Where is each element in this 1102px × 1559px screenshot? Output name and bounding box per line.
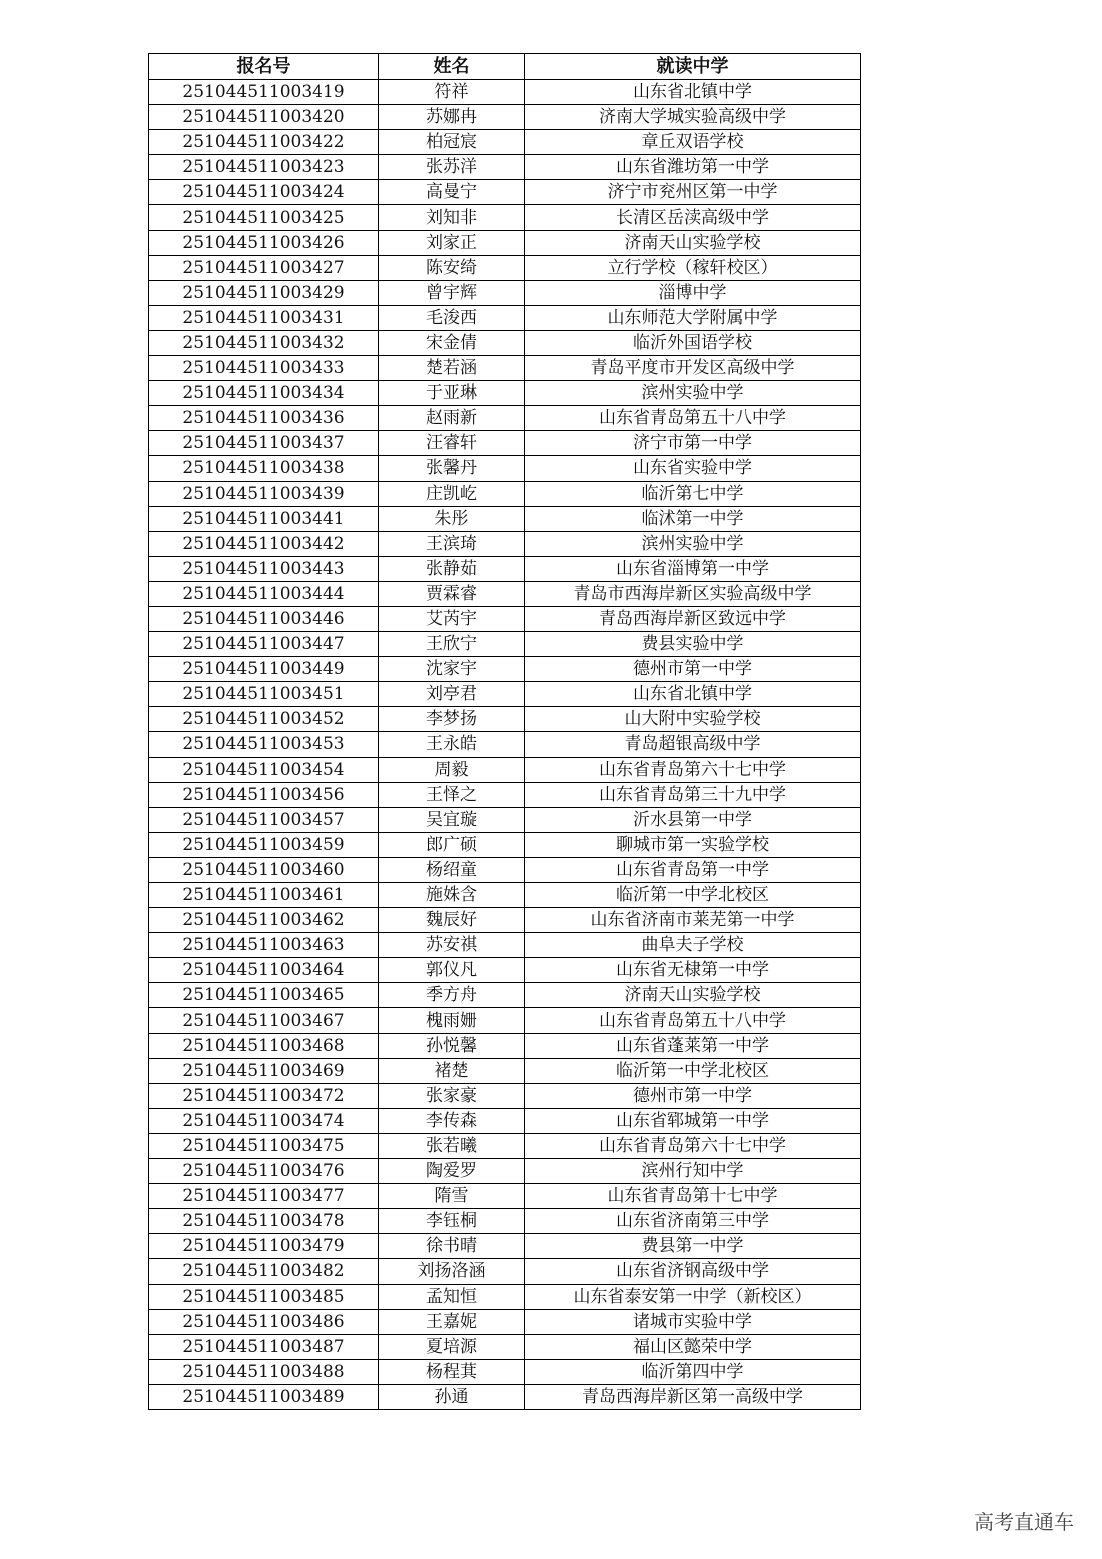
table-row (149, 155, 861, 180)
table-row (149, 657, 861, 682)
cell-registration-number: 251044511003425 (149, 205, 379, 230)
cell-registration-number: 251044511003432 (149, 330, 379, 355)
cell-school: 山东省蓬莱第一中学 (525, 1033, 861, 1058)
cell-school: 山东省北镇中学 (525, 682, 861, 707)
cell-name: 王怿之 (379, 782, 525, 807)
cell-registration-number: 251044511003431 (149, 305, 379, 330)
cell-registration-number: 251044511003449 (149, 657, 379, 682)
cell-name: 宋金倩 (379, 330, 525, 355)
cell-name: 杨绍童 (379, 857, 525, 882)
table-row (149, 431, 861, 456)
cell-name: 张苏洋 (379, 155, 525, 180)
cell-name: 李传森 (379, 1108, 525, 1133)
cell-school: 青岛西海岸新区第一高级中学 (525, 1384, 861, 1409)
table-row (149, 1008, 861, 1033)
cell-school: 山东省淄博第一中学 (525, 556, 861, 581)
cell-name: 季方舟 (379, 983, 525, 1008)
cell-name: 槐雨姗 (379, 1008, 525, 1033)
cell-school: 费县第一中学 (525, 1234, 861, 1259)
cell-name: 施姝含 (379, 883, 525, 908)
cell-school: 临沂第一中学北校区 (525, 883, 861, 908)
table-row (149, 682, 861, 707)
cell-school: 山东省郓城第一中学 (525, 1108, 861, 1133)
cell-name: 艾芮宇 (379, 606, 525, 631)
table-row (149, 807, 861, 832)
cell-school: 山东省济南市莱芜第一中学 (525, 908, 861, 933)
cell-school: 青岛西海岸新区致远中学 (525, 606, 861, 631)
cell-name: 高曼宁 (379, 180, 525, 205)
table-row (149, 506, 861, 531)
table-row (149, 1108, 861, 1133)
header-registration-number: 报名号 (149, 54, 379, 80)
cell-registration-number: 251044511003462 (149, 908, 379, 933)
cell-name: 杨程萁 (379, 1359, 525, 1384)
cell-name: 吴宜璇 (379, 807, 525, 832)
cell-name: 刘家正 (379, 230, 525, 255)
cell-registration-number: 251044511003485 (149, 1284, 379, 1309)
header-name: 姓名 (379, 54, 525, 80)
cell-name: 陶爱罗 (379, 1159, 525, 1184)
table-row (149, 1384, 861, 1409)
table-row (149, 280, 861, 305)
cell-registration-number: 251044511003427 (149, 255, 379, 280)
cell-name: 夏培源 (379, 1334, 525, 1359)
cell-registration-number: 251044511003464 (149, 958, 379, 983)
cell-name: 孙通 (379, 1384, 525, 1409)
table-row (149, 832, 861, 857)
cell-school: 山东省泰安第一中学（新校区） (525, 1284, 861, 1309)
table-row (149, 531, 861, 556)
cell-registration-number: 251044511003451 (149, 682, 379, 707)
cell-school: 德州市第一中学 (525, 657, 861, 682)
cell-school: 临沭第一中学 (525, 506, 861, 531)
cell-school: 山东省济钢高级中学 (525, 1259, 861, 1284)
cell-name: 周毅 (379, 757, 525, 782)
cell-registration-number: 251044511003441 (149, 506, 379, 531)
cell-name: 刘扬洛涵 (379, 1259, 525, 1284)
cell-school: 青岛超银高级中学 (525, 732, 861, 757)
table-row (149, 130, 861, 155)
cell-name: 孟知恒 (379, 1284, 525, 1309)
cell-registration-number: 251044511003420 (149, 105, 379, 130)
cell-name: 张若曦 (379, 1133, 525, 1158)
table-row (149, 356, 861, 381)
cell-school: 山东师范大学附属中学 (525, 305, 861, 330)
cell-school: 济宁市第一中学 (525, 431, 861, 456)
cell-name: 朱彤 (379, 506, 525, 531)
cell-school: 山东省济南第三中学 (525, 1209, 861, 1234)
cell-school: 滨州实验中学 (525, 531, 861, 556)
cell-name: 柏冠宸 (379, 130, 525, 155)
cell-registration-number: 251044511003453 (149, 732, 379, 757)
cell-school: 长清区岳渎高级中学 (525, 205, 861, 230)
cell-registration-number: 251044511003452 (149, 707, 379, 732)
table-row (149, 230, 861, 255)
cell-name: 王欣宁 (379, 632, 525, 657)
cell-name: 张馨丹 (379, 456, 525, 481)
cell-school: 山东省青岛第六十七中学 (525, 757, 861, 782)
cell-name: 于亚琳 (379, 381, 525, 406)
watermark: 高考直通车 (974, 1510, 1074, 1534)
cell-school: 聊城市第一实验学校 (525, 832, 861, 857)
cell-name: 郭仪凡 (379, 958, 525, 983)
cell-registration-number: 251044511003456 (149, 782, 379, 807)
cell-name: 褚楚 (379, 1058, 525, 1083)
cell-name: 魏辰好 (379, 908, 525, 933)
cell-registration-number: 251044511003469 (149, 1058, 379, 1083)
cell-registration-number: 251044511003454 (149, 757, 379, 782)
cell-school: 福山区懿荣中学 (525, 1334, 861, 1359)
cell-name: 楚若涵 (379, 356, 525, 381)
cell-name: 符祥 (379, 80, 525, 105)
cell-school: 德州市第一中学 (525, 1083, 861, 1108)
cell-registration-number: 251044511003446 (149, 606, 379, 631)
table-row (149, 782, 861, 807)
table-row (149, 80, 861, 105)
cell-school: 沂水县第一中学 (525, 807, 861, 832)
table-row (149, 556, 861, 581)
cell-registration-number: 251044511003486 (149, 1309, 379, 1334)
cell-name: 汪睿轩 (379, 431, 525, 456)
cell-registration-number: 251044511003447 (149, 632, 379, 657)
cell-school: 青岛市西海岸新区实验高级中学 (525, 581, 861, 606)
cell-school: 章丘双语学校 (525, 130, 861, 155)
cell-school: 山东省青岛第十七中学 (525, 1184, 861, 1209)
cell-name: 陈安绮 (379, 255, 525, 280)
cell-name: 曾宇辉 (379, 280, 525, 305)
table-row (149, 1209, 861, 1234)
cell-name: 苏娜冉 (379, 105, 525, 130)
cell-name: 贾霖睿 (379, 581, 525, 606)
cell-school: 青岛平度市开发区高级中学 (525, 356, 861, 381)
cell-school: 山大附中实验学校 (525, 707, 861, 732)
table-row (149, 1359, 861, 1384)
cell-registration-number: 251044511003444 (149, 581, 379, 606)
table-body (149, 80, 861, 1410)
cell-registration-number: 251044511003436 (149, 406, 379, 431)
cell-name: 张静茹 (379, 556, 525, 581)
cell-school: 山东省北镇中学 (525, 80, 861, 105)
cell-registration-number: 251044511003482 (149, 1259, 379, 1284)
cell-school: 山东省青岛第一中学 (525, 857, 861, 882)
cell-name: 赵雨新 (379, 406, 525, 431)
student-list-table-container (148, 53, 861, 1410)
cell-registration-number: 251044511003476 (149, 1159, 379, 1184)
cell-registration-number: 251044511003461 (149, 883, 379, 908)
table-row (149, 883, 861, 908)
table-row (149, 606, 861, 631)
cell-name: 孙悦馨 (379, 1033, 525, 1058)
cell-registration-number: 251044511003419 (149, 80, 379, 105)
cell-school: 济南大学城实验高级中学 (525, 105, 861, 130)
cell-name: 徐书晴 (379, 1234, 525, 1259)
cell-registration-number: 251044511003479 (149, 1234, 379, 1259)
table-row (149, 1309, 861, 1334)
cell-school: 临沂第七中学 (525, 481, 861, 506)
cell-name: 刘知非 (379, 205, 525, 230)
cell-registration-number: 251044511003433 (149, 356, 379, 381)
cell-name: 庄凯屹 (379, 481, 525, 506)
cell-registration-number: 251044511003489 (149, 1384, 379, 1409)
table-row (149, 1259, 861, 1284)
table-row (149, 330, 861, 355)
table-row (149, 1159, 861, 1184)
cell-school: 滨州实验中学 (525, 381, 861, 406)
cell-registration-number: 251044511003434 (149, 381, 379, 406)
cell-registration-number: 251044511003422 (149, 130, 379, 155)
cell-registration-number: 251044511003488 (149, 1359, 379, 1384)
cell-registration-number: 251044511003457 (149, 807, 379, 832)
cell-school: 山东省实验中学 (525, 456, 861, 481)
cell-school: 济南天山实验学校 (525, 230, 861, 255)
cell-registration-number: 251044511003424 (149, 180, 379, 205)
cell-name: 苏安祺 (379, 933, 525, 958)
table-row (149, 1058, 861, 1083)
table-row (149, 707, 861, 732)
header-school: 就读中学 (525, 54, 861, 80)
cell-registration-number: 251044511003442 (149, 531, 379, 556)
table-row (149, 180, 861, 205)
cell-registration-number: 251044511003437 (149, 431, 379, 456)
cell-name: 刘亭君 (379, 682, 525, 707)
table-row (149, 1133, 861, 1158)
cell-name: 王嘉妮 (379, 1309, 525, 1334)
cell-registration-number: 251044511003487 (149, 1334, 379, 1359)
cell-school: 济宁市兖州区第一中学 (525, 180, 861, 205)
cell-name: 郎广硕 (379, 832, 525, 857)
cell-school: 山东省青岛第五十八中学 (525, 1008, 861, 1033)
cell-name: 毛浚西 (379, 305, 525, 330)
cell-registration-number: 251044511003459 (149, 832, 379, 857)
cell-school: 山东省青岛第三十九中学 (525, 782, 861, 807)
cell-school: 临沂第四中学 (525, 1359, 861, 1384)
cell-name: 王永皓 (379, 732, 525, 757)
table-row (149, 381, 861, 406)
cell-registration-number: 251044511003438 (149, 456, 379, 481)
table-row (149, 1083, 861, 1108)
table-row (149, 456, 861, 481)
cell-registration-number: 251044511003475 (149, 1133, 379, 1158)
cell-registration-number: 251044511003423 (149, 155, 379, 180)
table-row (149, 581, 861, 606)
cell-school: 诸城市实验中学 (525, 1309, 861, 1334)
cell-school: 滨州行知中学 (525, 1159, 861, 1184)
cell-registration-number: 251044511003460 (149, 857, 379, 882)
cell-registration-number: 251044511003468 (149, 1033, 379, 1058)
cell-registration-number: 251044511003463 (149, 933, 379, 958)
table-row (149, 732, 861, 757)
table-row (149, 205, 861, 230)
table-row (149, 1033, 861, 1058)
cell-registration-number: 251044511003439 (149, 481, 379, 506)
cell-school: 山东省青岛第六十七中学 (525, 1133, 861, 1158)
cell-school: 曲阜夫子学校 (525, 933, 861, 958)
cell-registration-number: 251044511003474 (149, 1108, 379, 1133)
table-row (149, 857, 861, 882)
cell-name: 隋雪 (379, 1184, 525, 1209)
cell-school: 淄博中学 (525, 280, 861, 305)
table-row (149, 1184, 861, 1209)
cell-name: 王滨琦 (379, 531, 525, 556)
cell-registration-number: 251044511003465 (149, 983, 379, 1008)
table-row (149, 255, 861, 280)
cell-registration-number: 251044511003426 (149, 230, 379, 255)
table-row (149, 933, 861, 958)
cell-registration-number: 251044511003478 (149, 1209, 379, 1234)
cell-name: 沈家宇 (379, 657, 525, 682)
table-row (149, 1284, 861, 1309)
cell-school: 立行学校（稼轩校区） (525, 255, 861, 280)
table-row (149, 1234, 861, 1259)
cell-registration-number: 251044511003443 (149, 556, 379, 581)
cell-registration-number: 251044511003477 (149, 1184, 379, 1209)
cell-name: 张家豪 (379, 1083, 525, 1108)
cell-school: 山东省潍坊第一中学 (525, 155, 861, 180)
cell-school: 临沂第一中学北校区 (525, 1058, 861, 1083)
cell-name: 李梦扬 (379, 707, 525, 732)
table-row (149, 406, 861, 431)
table-row (149, 105, 861, 130)
table-row (149, 757, 861, 782)
table-header-row (149, 54, 861, 80)
table-row (149, 305, 861, 330)
cell-school: 临沂外国语学校 (525, 330, 861, 355)
cell-school: 济南天山实验学校 (525, 983, 861, 1008)
cell-registration-number: 251044511003429 (149, 280, 379, 305)
cell-name: 李钰桐 (379, 1209, 525, 1234)
table-row (149, 908, 861, 933)
cell-school: 费县实验中学 (525, 632, 861, 657)
cell-school: 山东省无棣第一中学 (525, 958, 861, 983)
cell-registration-number: 251044511003467 (149, 1008, 379, 1033)
table-row (149, 481, 861, 506)
table-row (149, 632, 861, 657)
table-row (149, 1334, 861, 1359)
table-row (149, 983, 861, 1008)
cell-registration-number: 251044511003472 (149, 1083, 379, 1108)
table-row (149, 958, 861, 983)
cell-school: 山东省青岛第五十八中学 (525, 406, 861, 431)
student-list-table (148, 53, 861, 1410)
